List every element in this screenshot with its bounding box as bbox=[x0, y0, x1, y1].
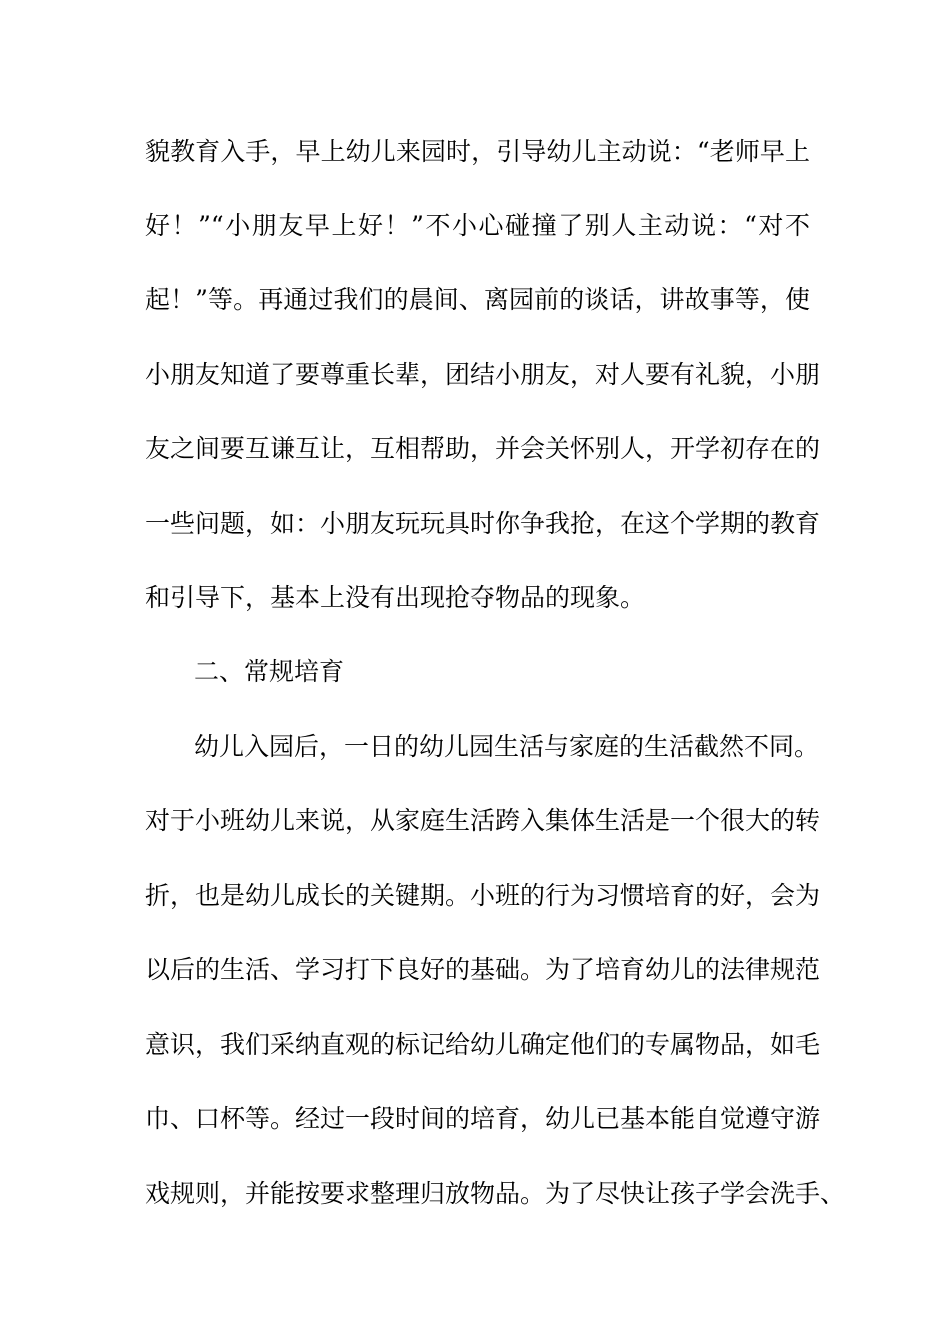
paragraph-line: 戏规则，并能按要求整理归放物品。为了尽快让孩子学会洗手、 bbox=[145, 1179, 846, 1208]
section-heading: 二、常规培育 bbox=[194, 657, 345, 686]
paragraph-line: 对于小班幼儿来说，从家庭生活跨入集体生活是一个很大的转 bbox=[145, 806, 821, 835]
paragraph-line: 和引导下，基本上没有出现抢夺物品的现象。 bbox=[145, 583, 646, 612]
paragraph-line: 意识，我们采纳直观的标记给幼儿确定他们的专属物品，如毛 bbox=[145, 1030, 821, 1059]
paragraph-line: 一些问题，如：小朋友玩玩具时你争我抢，在这个学期的教育 bbox=[145, 509, 821, 538]
paragraph-line: 小朋友知道了要尊重长辈，团结小朋友，对人要有礼貌，小朋 bbox=[145, 360, 821, 389]
paragraph-line: 好！”“小朋友早上好！”不小心碰撞了别人主动说：“对不 bbox=[145, 211, 810, 240]
paragraph-line: 以后的生活、学习打下良好的基础。为了培育幼儿的法律规范 bbox=[145, 955, 821, 984]
paragraph-line: 幼儿入园后，一日的幼儿园生活与家庭的生活截然不同。 bbox=[194, 732, 820, 761]
paragraph-line: 折，也是幼儿成长的关键期。小班的行为习惯培育的好，会为 bbox=[145, 881, 821, 910]
paragraph-line: 貌教育入手，早上幼儿来园时，引导幼儿主动说：“老师早上 bbox=[145, 137, 810, 166]
paragraph-line: 起！”等。再通过我们的晨间、离园前的谈话，讲故事等，使 bbox=[145, 285, 810, 314]
paragraph-line: 友之间要互谦互让，互相帮助，并会关怀别人，开学初存在的 bbox=[145, 434, 821, 463]
paragraph-line: 巾、口杯等。经过一段时间的培育，幼儿已基本能自觉遵守游 bbox=[145, 1104, 821, 1133]
